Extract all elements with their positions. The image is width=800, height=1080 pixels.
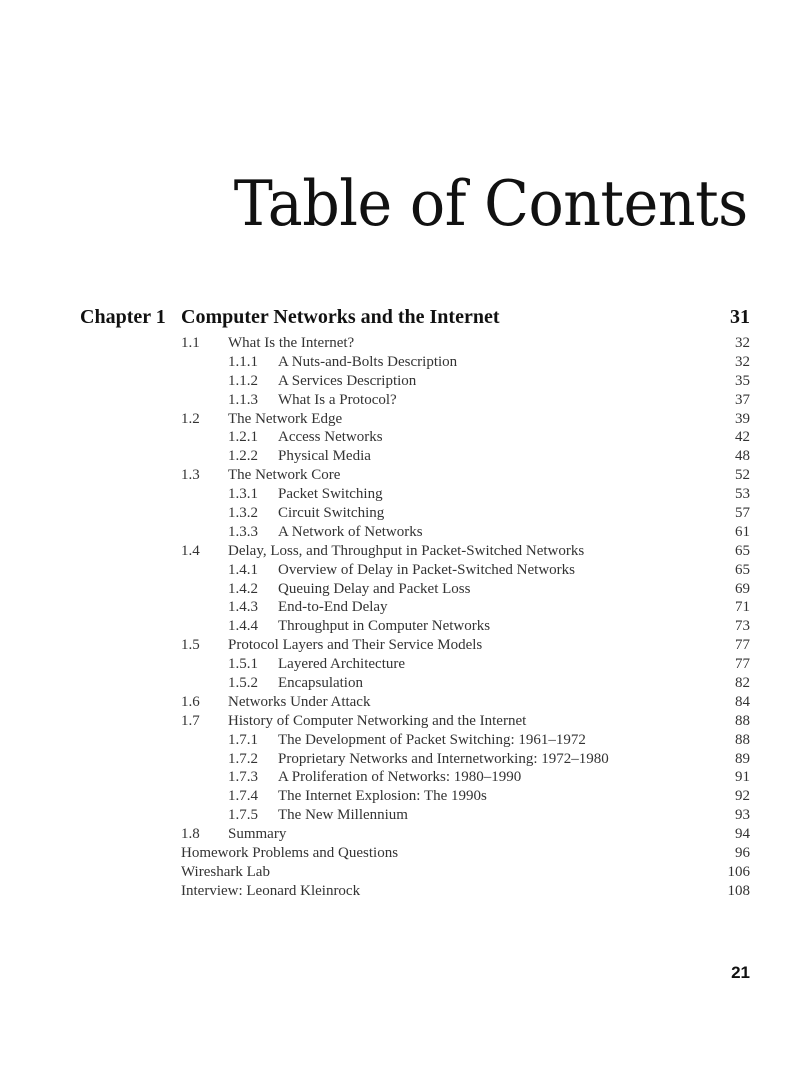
entry-title: Summary	[228, 826, 287, 843]
entry-number: 1.4	[181, 542, 200, 559]
entry-title: A Nuts-and-Bolts Description	[278, 353, 458, 370]
toc-entry[interactable]	[80, 693, 750, 712]
entry-title: Throughput in Computer Networks	[278, 618, 491, 635]
entry-page: 88	[735, 731, 750, 748]
entry-number: 1.2.1	[228, 429, 258, 446]
entry-page: 71	[735, 599, 750, 616]
entry-page: 96	[735, 845, 750, 862]
entry-title: Delay, Loss, and Throughput in Packet-Switched Networks	[228, 542, 585, 559]
entry-page: 57	[735, 505, 750, 522]
entry-number: 1.5.2	[228, 675, 258, 692]
toc-entry[interactable]	[80, 655, 750, 674]
entry-number: 1.5	[181, 637, 200, 654]
entry-number: 1.2	[181, 410, 200, 427]
entry-number: 1.7	[181, 712, 200, 729]
entry-page: 65	[735, 542, 750, 559]
entry-title: Access Networks	[278, 429, 383, 446]
chapter-heading[interactable]	[80, 306, 750, 334]
toc-entry[interactable]	[80, 844, 750, 863]
entry-title: Packet Switching	[278, 486, 383, 503]
entry-title: Proprietary Networks and Internetworking: 1972–1980	[278, 750, 609, 767]
entry-title: Encapsulation	[278, 675, 363, 692]
toc-entry[interactable]	[80, 372, 750, 391]
toc-entry[interactable]	[80, 391, 750, 410]
toc-entry[interactable]	[80, 447, 750, 466]
entry-page: 73	[735, 618, 750, 635]
entry-title: Overview of Delay in Packet-Switched Networks	[278, 561, 575, 578]
entry-title: Wireshark Lab	[181, 863, 270, 880]
entry-page: 108	[727, 882, 750, 899]
toc-entry[interactable]	[80, 712, 750, 731]
toc-entry[interactable]	[80, 768, 750, 787]
entry-title: A Services Description	[278, 372, 417, 389]
entry-number: 1.6	[181, 693, 200, 710]
entry-page: 35	[735, 372, 750, 389]
entry-title: Layered Architecture	[278, 656, 406, 673]
toc-entry[interactable]	[80, 466, 750, 485]
entry-number: 1.1.3	[228, 391, 258, 408]
entry-page: 91	[735, 769, 750, 786]
entry-number: 1.1.2	[228, 372, 258, 389]
chapter-title: Computer Networks and the Internet	[181, 306, 500, 328]
entry-page: 84	[735, 693, 750, 710]
entry-page: 77	[735, 637, 750, 654]
entry-title: The Network Core	[228, 467, 341, 484]
entry-page: 48	[735, 448, 750, 465]
entry-number: 1.3.2	[228, 505, 258, 522]
entry-page: 93	[735, 807, 750, 824]
toc-entries	[80, 334, 750, 901]
entry-number: 1.2.2	[228, 448, 258, 465]
entry-title: The New Millennium	[278, 807, 408, 824]
entry-title: What Is a Protocol?	[278, 391, 397, 408]
toc-entry[interactable]	[80, 731, 750, 750]
entry-title: What Is the Internet?	[228, 335, 355, 351]
entry-title: Circuit Switching	[278, 505, 385, 522]
entry-title: End-to-End Delay	[278, 599, 388, 616]
entry-number: 1.5.1	[228, 656, 258, 673]
table-of-contents	[80, 306, 750, 901]
entry-page: 32	[735, 335, 750, 351]
entry-title: Protocol Layers and Their Service Models	[228, 637, 483, 654]
entry-page: 89	[735, 750, 750, 767]
toc-entry[interactable]	[80, 674, 750, 693]
entry-number: 1.4.4	[228, 618, 258, 635]
entry-number: 1.4.3	[228, 599, 258, 616]
entry-title: A Proliferation of Networks: 1980–1990	[278, 769, 522, 786]
entry-number: 1.7.5	[228, 807, 258, 824]
entry-title: Networks Under Attack	[228, 693, 371, 710]
entry-page: 82	[735, 675, 750, 692]
entry-number: 1.1	[181, 335, 200, 351]
entry-number: 1.4.2	[228, 580, 258, 597]
page-number: 21	[731, 963, 750, 982]
toc-entry[interactable]	[80, 580, 750, 599]
toc-entry[interactable]	[80, 787, 750, 806]
entry-title: Interview: Leonard Kleinrock	[181, 882, 361, 899]
entry-number: 1.7.2	[228, 750, 258, 767]
toc-entry[interactable]	[80, 598, 750, 617]
entry-title: Homework Problems and Questions	[181, 845, 399, 862]
entry-title: A Network of Networks	[278, 523, 423, 540]
entry-number: 1.4.1	[228, 561, 258, 578]
entry-number: 1.3.1	[228, 486, 258, 503]
entry-page: 37	[735, 391, 750, 408]
toc-entry[interactable]	[80, 485, 750, 504]
toc-entry[interactable]	[80, 750, 750, 769]
chapter-page: 31	[730, 306, 750, 328]
entry-page: 69	[735, 580, 750, 597]
toc-entry[interactable]	[80, 353, 750, 372]
entry-number: 1.7.4	[228, 788, 258, 805]
entry-title: The Development of Packet Switching: 1961–1972	[278, 731, 586, 748]
toc-entry[interactable]	[80, 334, 750, 353]
entry-page: 61	[735, 523, 750, 540]
entry-page: 106	[727, 863, 750, 880]
entry-page: 77	[735, 656, 750, 673]
toc-entry[interactable]	[80, 523, 750, 542]
toc-entry[interactable]	[80, 806, 750, 825]
entry-title: Physical Media	[278, 448, 371, 465]
toc-entry[interactable]	[80, 863, 750, 882]
toc-entry[interactable]	[80, 542, 750, 561]
entry-number: 1.8	[181, 826, 200, 843]
entry-page: 88	[735, 712, 750, 729]
entry-page: 92	[735, 788, 750, 805]
toc-entry[interactable]	[80, 561, 750, 580]
entry-page: 52	[735, 467, 750, 484]
entry-number: 1.3	[181, 467, 200, 484]
entry-page: 53	[735, 486, 750, 503]
entry-title: The Internet Explosion: The 1990s	[278, 788, 487, 805]
toc-entry[interactable]	[80, 825, 750, 844]
entry-number: 1.1.1	[228, 353, 258, 370]
entry-title: The Network Edge	[228, 410, 343, 427]
entry-page: 39	[735, 410, 750, 427]
entry-page: 42	[735, 429, 750, 446]
chapter-label: Chapter 1	[80, 306, 166, 328]
toc-entry[interactable]	[80, 504, 750, 523]
entry-number: 1.3.3	[228, 523, 258, 540]
entry-page: 65	[735, 561, 750, 578]
entry-page: 94	[735, 826, 750, 843]
entry-number: 1.7.3	[228, 769, 258, 786]
entry-number: 1.7.1	[228, 731, 258, 748]
page-title: Table of Contents	[233, 167, 748, 241]
toc-entry[interactable]	[80, 410, 750, 429]
entry-title: History of Computer Networking and the Internet	[228, 712, 527, 729]
entry-title: Queuing Delay and Packet Loss	[278, 580, 471, 597]
toc-entry[interactable]	[80, 617, 750, 636]
entry-page: 32	[735, 353, 750, 370]
toc-entry[interactable]	[80, 428, 750, 447]
toc-entry[interactable]	[80, 636, 750, 655]
toc-entry[interactable]	[80, 882, 750, 901]
